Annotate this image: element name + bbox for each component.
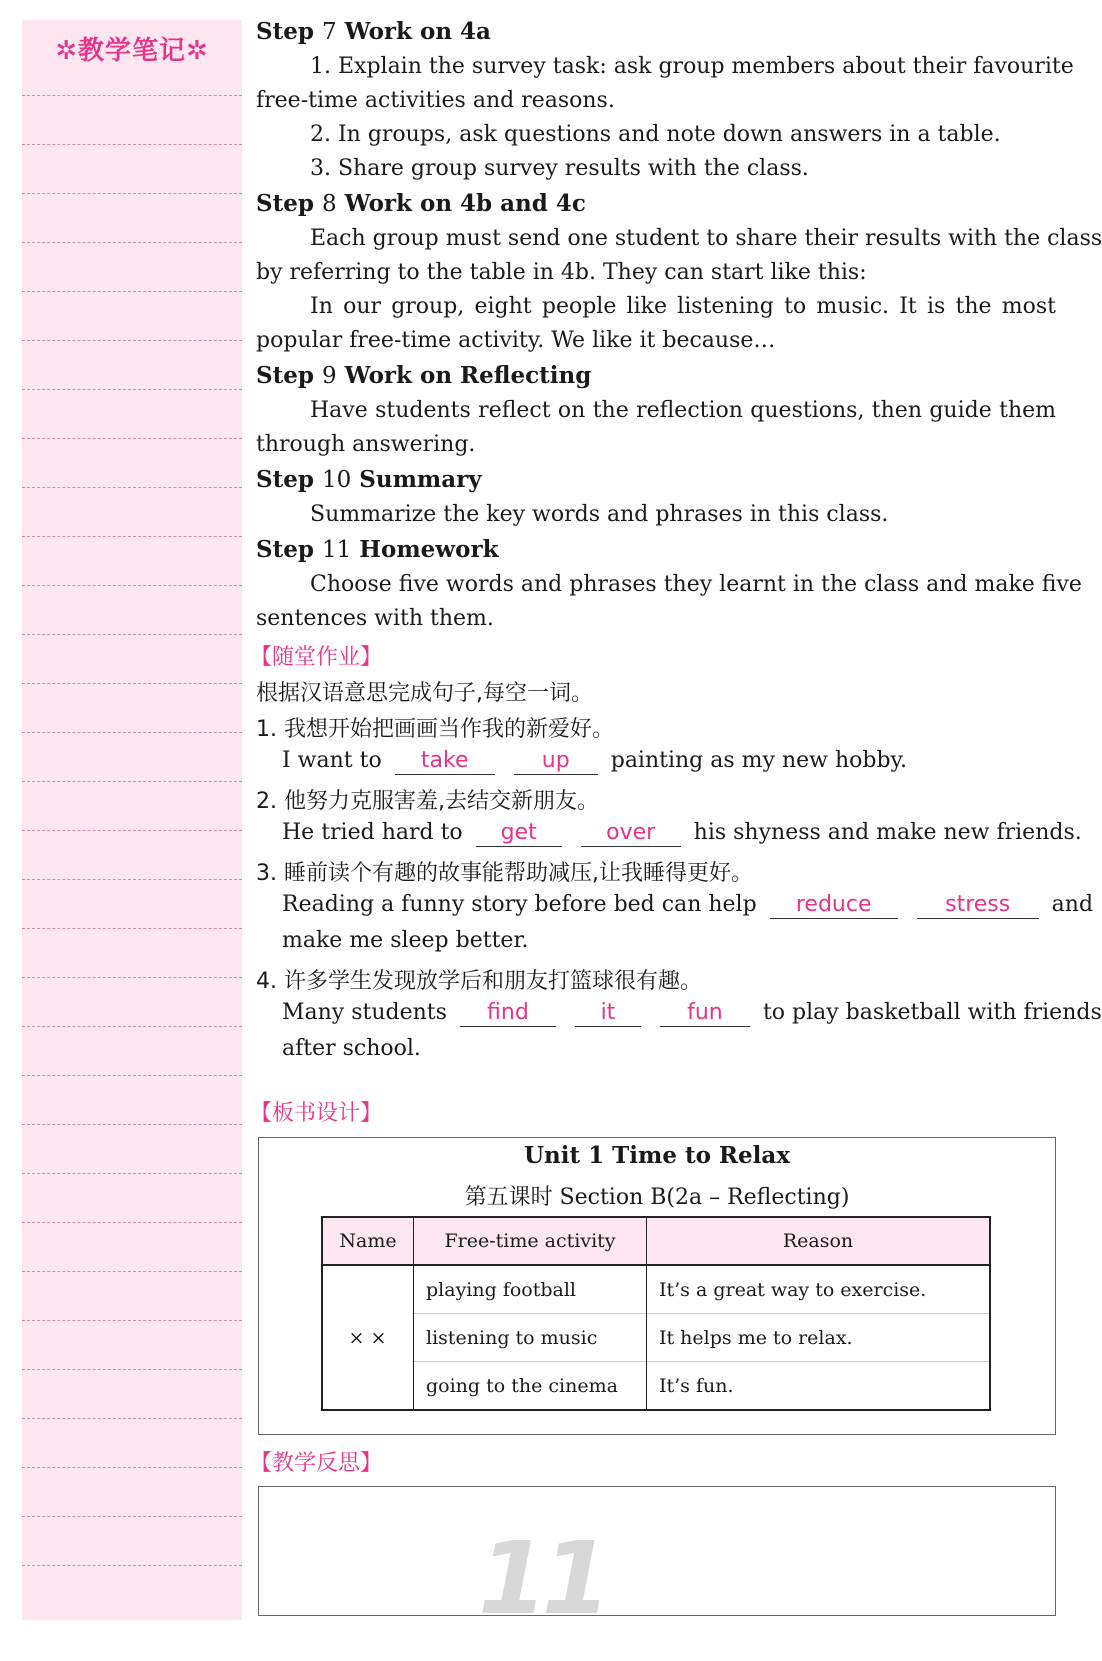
step-9-line: through answering. (256, 432, 476, 457)
answer-blank[interactable]: find (460, 1000, 556, 1027)
note-line (22, 438, 242, 439)
answer-blank[interactable]: stress (917, 892, 1039, 919)
question-2-sentence: He tried hard to get over his shyness and make new friends. (282, 820, 1082, 845)
table-header: Free-time activity (414, 1217, 647, 1265)
step-8-line: In our group, eight people like listening to music. It is the most (310, 294, 1056, 319)
reflection-box[interactable] (258, 1486, 1056, 1616)
note-line (22, 1173, 242, 1174)
step-8-heading: Step 8 Work on 4b and 4c (256, 190, 586, 217)
question-1-sentence: I want to take up painting as my new hobby. (282, 748, 908, 773)
table-row (322, 1314, 990, 1362)
reason-cell: It’s a great way to exercise. (647, 1265, 991, 1314)
note-line (22, 1565, 242, 1566)
note-line (22, 1222, 242, 1223)
answer-blank[interactable]: get (476, 820, 562, 847)
activity-cell: going to the cinema (414, 1362, 647, 1411)
step-7-line: 1. Explain the survey task: ask group members about their favourite (310, 54, 1074, 79)
question-3-continuation: make me sleep better. (282, 928, 529, 953)
note-line (22, 1369, 242, 1370)
step-10-heading: Step 10 Summary (256, 466, 482, 493)
note-line (22, 781, 242, 782)
answer-blank[interactable]: over (581, 820, 681, 847)
student-name-cell: × × (322, 1265, 414, 1410)
step-9-line: Have students reflect on the reflection questions, then guide them (310, 398, 1056, 423)
note-line (22, 536, 242, 537)
reason-cell: It helps me to relax. (647, 1314, 991, 1362)
activity-cell: listening to music (414, 1314, 647, 1362)
step-8-line: Each group must send one student to share their results with the class (310, 226, 1102, 251)
page-number: 11 (478, 1520, 606, 1637)
note-line (22, 487, 242, 488)
step-7-line: free-time activities and reasons. (256, 88, 615, 113)
table-header: Name (322, 1217, 414, 1265)
table-row (322, 1265, 990, 1314)
note-line (22, 879, 242, 880)
activity-cell: playing football (414, 1265, 647, 1314)
homework-heading: 【随堂作业】 (250, 645, 383, 670)
note-line (22, 340, 242, 341)
step-8-line: by referring to the table in 4b. They can start like this: (256, 260, 867, 285)
note-line (22, 1467, 242, 1468)
step-11-line: Choose five words and phrases they learnt in the class and make five (310, 572, 1082, 597)
step-11-line: sentences with them. (256, 606, 494, 631)
note-line (22, 95, 242, 96)
note-line (22, 830, 242, 831)
question-2-chinese: 2. 他努力克服害羞,去结交新朋友。 (256, 789, 599, 814)
note-line (22, 144, 242, 145)
answer-blank[interactable]: take (395, 748, 495, 775)
note-line (22, 683, 242, 684)
table-header: Reason (647, 1217, 991, 1265)
answer-blank[interactable]: it (575, 1000, 641, 1027)
step-7-line: 2. In groups, ask questions and note down answers in a table. (310, 122, 1001, 147)
sidebar-title: ✲教学笔记✲ (55, 36, 209, 66)
reason-cell: It’s fun. (647, 1362, 991, 1411)
note-line (22, 585, 242, 586)
answer-blank[interactable]: up (514, 748, 598, 775)
note-line (22, 389, 242, 390)
question-1-chinese: 1. 我想开始把画画当作我的新爱好。 (256, 717, 614, 742)
note-line (22, 1320, 242, 1321)
note-line (22, 291, 242, 292)
note-line (22, 193, 242, 194)
question-3-sentence: Reading a funny story before bed can help reduce stress and (282, 892, 1094, 917)
step-8-line: popular free-time activity. We like it because… (256, 328, 776, 353)
note-line (22, 242, 242, 243)
step-7-line: 3. Share group survey results with the class. (310, 156, 809, 181)
question-4-sentence: Many students find it fun to play basketball with friends (282, 1000, 1102, 1025)
table-row (322, 1362, 990, 1411)
board-title: Unit 1 Time to Relax (523, 1142, 791, 1169)
note-line (22, 1418, 242, 1419)
board-subtitle: 第五课时 Section B(2a – Reflecting) (464, 1185, 850, 1210)
step-7-heading: Step 7 Work on 4a (256, 18, 491, 45)
question-4-continuation: after school. (282, 1036, 421, 1061)
note-line (22, 1271, 242, 1272)
note-line (22, 1124, 242, 1125)
note-line (22, 1516, 242, 1517)
board-table (321, 1216, 991, 1411)
note-line (22, 634, 242, 635)
note-line (22, 1026, 242, 1027)
reflection-heading: 【教学反思】 (250, 1451, 383, 1476)
step-9-heading: Step 9 Work on Reflecting (256, 362, 592, 389)
question-4-chinese: 4. 许多学生发现放学后和朋友打篮球很有趣。 (256, 969, 702, 994)
note-line (22, 1075, 242, 1076)
step-10-line: Summarize the key words and phrases in this class. (310, 502, 889, 527)
note-line (22, 977, 242, 978)
homework-instruction: 根据汉语意思完成句子,每空一词。 (256, 681, 593, 706)
answer-blank[interactable]: reduce (770, 892, 898, 919)
table-header-row (322, 1217, 990, 1265)
question-3-chinese: 3. 睡前读个有趣的故事能帮助减压,让我睡得更好。 (256, 861, 753, 886)
answer-blank[interactable]: fun (660, 1000, 750, 1027)
notes-sidebar (22, 20, 242, 1620)
board-design-heading: 【板书设计】 (250, 1101, 383, 1126)
board-design-box (258, 1137, 1056, 1435)
note-line (22, 732, 242, 733)
step-11-heading: Step 11 Homework (256, 536, 499, 563)
note-line (22, 928, 242, 929)
